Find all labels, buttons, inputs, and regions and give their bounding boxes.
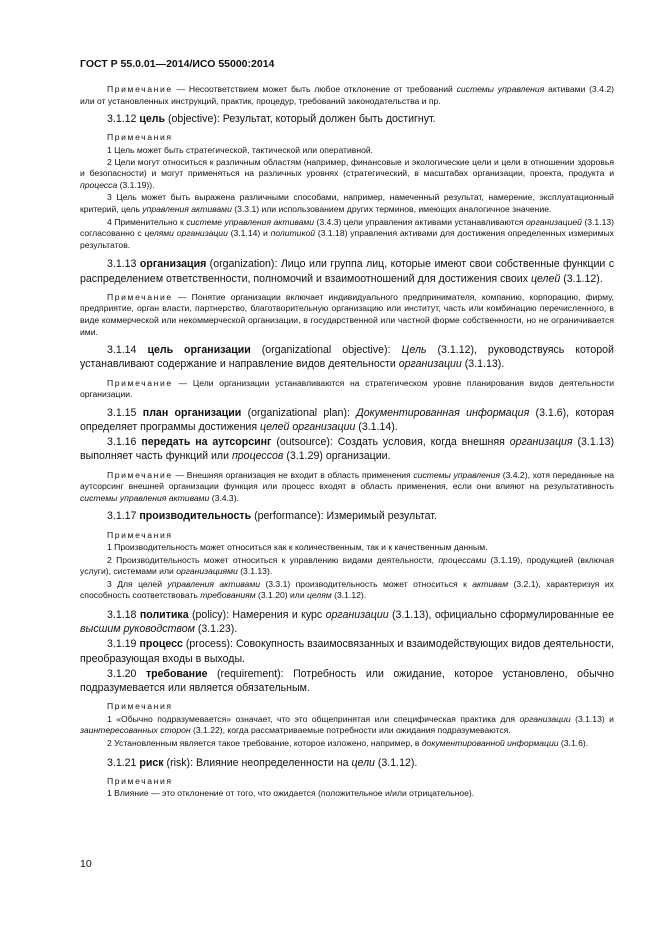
notes-block	[80, 132, 614, 251]
term-name: политика	[139, 609, 189, 622]
note-item: 3 Для целей управления активами (3.3.1) производительность может относиться к активам (3.2.1), характеризуя их способность соответствовать требованиям (3.1.20) или целям (3.1.12).	[80, 578, 614, 601]
term-entry-3-1-16: 3.1.16 передать на аутсорсинг (outsource): Создать условия, когда внешняя организация (3.1.13) выполняет часть функций или процессов (3.1.29) организации.	[80, 436, 614, 463]
term-entry-3-1-15: 3.1.15 план организации (organizational plan): Документированная информация (3.1.6), которая определяет программы достижения целей организации (3.1.14).	[80, 406, 615, 433]
term-entry-3-1-12: 3.1.12 цель (objective): Результат, который должен быть достигнут.	[107, 113, 436, 126]
note-label: Примечание	[107, 377, 173, 388]
page-number: 10	[80, 858, 92, 870]
notes-heading: Примечания	[107, 529, 173, 540]
term-entry-3-1-14: 3.1.14 цель организации (organizational objective): Цель (3.1.12), руководствуясь которой устанавливают содержание и направление видов деятельности организации (3.1.13).	[80, 344, 614, 371]
term-entry-3-1-21: 3.1.21 риск (risk): Влияние неопределенности на цели (3.1.12).	[107, 756, 418, 769]
term-name: цель организации	[147, 344, 251, 357]
note-item: 1 «Обычно подразумевается» означает, что это общепринятая или специфическая практика для организации (3.1.13) и заинтересованных сторон (3.1.22), когда рассматриваемые потребности или ожидания подразумеваются.	[80, 713, 614, 736]
term-name: производительность	[139, 510, 252, 523]
notes-heading: Примечания	[107, 701, 173, 712]
term-entry-3-1-13: 3.1.13 организация (organization): Лицо или группа лиц, которые имеют свои собственные функции с распределением ответственности, полномочий и взаимоотношений для достижения своих целей (3.1.12).	[80, 258, 614, 285]
term-entry-3-1-17: 3.1.17 производительность (performance): Измеримый результат.	[107, 510, 437, 523]
term-entry-3-1-19: 3.1.19 процесс (process): Совокупность взаимосвязанных и взаимодействующих видов деятельности, преобразующая входы в выходы.	[80, 638, 614, 665]
document-header: ГОСТ Р 55.0.01—2014/ИСО 55000:2014	[80, 58, 275, 70]
term-name: цель	[139, 113, 166, 126]
note-paragraph: Примечание — Понятие организации включает индивидуального предпринимателя, компанию, корпорацию, фирму, предприятие, орган власти, партнерство, благотворительную организацию или институт, часть или комбинацию перечисленного, в виде коммерческой или некоммерческой организации, в государственной или частной форме собственности, но не ограничивается ими.	[80, 291, 614, 337]
note-paragraph: Примечание — Несоответствием может быть любое отклонение от требований системы управления активами (3.4.2) или от установленных инструкций, практик, процедур, требований законодательства и пр.	[80, 84, 614, 106]
notes-block	[80, 776, 614, 800]
notes-block	[80, 701, 614, 749]
notes-heading: Примечания	[107, 775, 173, 786]
note-label: Примечание	[107, 84, 173, 94]
note-item: 2 Производительность может относиться к управлению видами деятельности, процессами (3.1.19), продукцией (включая услуги), системами или организациями (3.1.13).	[80, 554, 614, 577]
document-body	[80, 84, 614, 800]
note-item: 4 Применительно к системе управления активами (3.4.3) цели управления активами устанавливаются организацией (3.1.13) согласованно с целями организации (3.1.14) и политикой (3.1.18) управления активами для достижения определенных измеримых результатов.	[80, 216, 614, 250]
note-item: 2 Цели могут относиться к различным областям (например, финансовые и экологические цели и цели в отношении здоровья и безопасности) и могут применяться на различных уровнях (стратегический, в масштабах организации, проекта, продукта и процесса (3.1.19)).	[80, 156, 614, 190]
note-label: Примечание	[107, 469, 173, 480]
term-name: риск	[139, 756, 164, 769]
note-item: 1 Производительность может относиться как к количественным, так и к качественным данным.	[107, 542, 488, 553]
note-paragraph: Примечание — Цели организации устанавливаются на стратегическом уровне планирования видов деятельности организации.	[80, 377, 614, 400]
notes-heading: Примечания	[107, 132, 173, 143]
note-label: Примечание	[107, 291, 173, 302]
term-name: организация	[139, 258, 207, 271]
note-item: 3 Цель может быть выражена различными способами, например, намеченный результат, намерение, эксплуатационный критерий, цель управления активами (3.3.1) или использованием других терминов, имеющих аналогичное значение.	[80, 192, 614, 214]
term-entry-3-1-18: 3.1.18 политика (policy): Намерения и курс организации (3.1.13), официально сформулированные ее высшим руководством (3.1.23).	[80, 609, 615, 636]
note-paragraph: Примечание — Внешняя организация не входит в область применения системы управления (3.4.2), хотя переданные на аутсорсинг внешней организации функция или процесс входят в область применения, если они влияют на результативность системы управления активами (3.4.3).	[80, 469, 614, 503]
term-name: план организации	[142, 406, 242, 419]
note-item: 1 Цель может быть стратегической, тактической или оперативной.	[107, 144, 374, 155]
note-item: 1 Влияние — это отклонение от того, что ожидается (положительное и/или отрицательное).	[107, 788, 475, 799]
notes-block	[80, 530, 614, 603]
term-name: требование	[145, 667, 208, 680]
note-item: 2 Установленным является такое требование, которое изложено, например, в документированной информации (3.1.6).	[107, 738, 589, 749]
term-name: передать на аутсорсинг	[141, 436, 272, 449]
term-entry-3-1-20: 3.1.20 требование (requirement): Потребность или ожидание, которое установлено, обычно подразумевается или является обязательным.	[80, 667, 614, 695]
term-name: процесс	[139, 638, 183, 651]
